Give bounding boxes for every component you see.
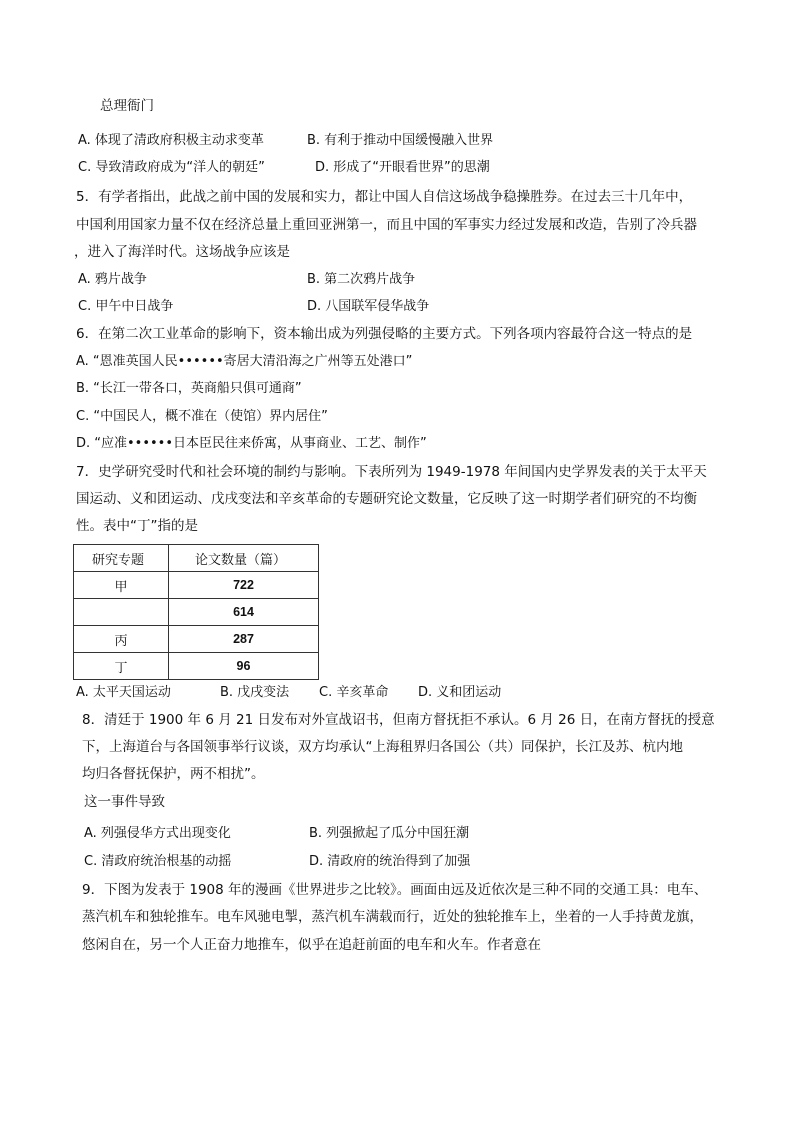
q8-option-b: B. 列强掀起了瓜分中国狂潮 xyxy=(309,826,470,841)
table-row xyxy=(74,572,319,599)
table-cell-topic: 甲 xyxy=(74,572,169,599)
table-cell-topic xyxy=(74,599,169,626)
q8-stem-line-1: 8．清廷于 1900 年 6 月 21 日发布对外宣战诏书，但南方督抚拒不承认。6 月 26 日，在南方督抚的授意 xyxy=(82,712,715,728)
q7-stem-line-3: 性。表中“丁”指的是 xyxy=(76,518,198,534)
q7-option-a: A. 太平天国运动 xyxy=(76,685,171,700)
q7-option-c: C. 辛亥革命 xyxy=(319,685,389,700)
q8-stem-line-4: 这一事件导致 xyxy=(84,794,165,810)
q5-stem-line-2: 中国利用国家力量不仅在经济总量上重回亚洲第一，而且中国的军事实力经过发展和改造，告别了冷兵器 xyxy=(76,217,697,233)
q8-option-a: A. 列强侵华方式出现变化 xyxy=(84,826,231,841)
table-cell-count: 287 xyxy=(169,626,319,653)
table-header-row xyxy=(74,545,319,572)
q6-option-a: A. “恩准英国人民••••••寄居大清沿海之广州等五处港口” xyxy=(76,354,413,369)
q6-option-c: C. “中国民人，概不准在（使馆）界内居住” xyxy=(76,409,328,424)
q8-stem-line-3: 均归各督抚保护，两不相扰”。 xyxy=(82,766,265,782)
table-cell-count: 722 xyxy=(169,572,319,599)
q7-stem-line-1: 7．史学研究受时代和社会环境的制约与影响。下表所列为 1949-1978 年间国内史学界发表的关于太平天 xyxy=(76,464,707,480)
q8-option-d: D. 清政府的统治得到了加强 xyxy=(309,854,471,869)
table-row xyxy=(74,626,319,653)
q8-stem-line-2: 下，上海道台与各国领事举行议谈，双方均承认“上海租界归各国公（共）同保护，长江及苏、杭内地 xyxy=(82,739,683,755)
q6-option-b: B. “长江一带各口，英商船只俱可通商” xyxy=(76,381,302,396)
q5-stem-line-1: 5．有学者指出，此战之前中国的发展和实力，都让中国人自信这场战争稳操胜券。在过去三十几年中， xyxy=(76,189,693,205)
q7-option-d: D. 义和团运动 xyxy=(418,685,502,700)
q5-option-b: B. 第二次鸦片战争 xyxy=(307,272,416,287)
q7-option-b: B. 戊戌变法 xyxy=(220,685,290,700)
table-header-count: 论文数量（篇） xyxy=(169,545,319,572)
q4-option-d: D. 形成了“开眼看世界”的思潮 xyxy=(315,160,490,175)
q8-option-c: C. 清政府统治根基的动摇 xyxy=(84,854,232,869)
table-row xyxy=(74,653,319,680)
q4-option-c: C. 导致清政府成为“洋人的朝廷” xyxy=(78,160,265,175)
table-cell-count: 614 xyxy=(169,599,319,626)
table-header-topic: 研究专题 xyxy=(74,545,169,572)
table-cell-count: 96 xyxy=(169,653,319,680)
table-row xyxy=(74,599,319,626)
q4-stem-tail: 总理衙门 xyxy=(100,98,154,114)
q5-option-d: D. 八国联军侵华战争 xyxy=(307,299,430,314)
q4-option-a: A. 体现了清政府积极主动求变革 xyxy=(78,133,264,148)
q5-option-a: A. 鸦片战争 xyxy=(78,272,147,287)
table-cell-topic: 丙 xyxy=(74,626,169,653)
q6-stem: 6．在第二次工业革命的影响下，资本输出成为列强侵略的主要方式。下列各项内容最符合这一特点的是 xyxy=(76,326,693,342)
table-cell-topic: 丁 xyxy=(74,653,169,680)
q4-option-b: B. 有利于推动中国缓慢融入世界 xyxy=(307,133,494,148)
q5-stem-line-3: ，进入了海洋时代。这场战争应该是 xyxy=(74,244,290,260)
q7-paper-count-table xyxy=(73,544,319,680)
q5-option-c: C. 甲午中日战争 xyxy=(78,299,174,314)
q9-stem-line-3: 悠闲自在，另一个人正奋力地推车，似乎在追赶前面的电车和火车。作者意在 xyxy=(82,937,541,953)
q7-stem-line-2: 国运动、义和团运动、戊戌变法和辛亥革命的专题研究论文数量，它反映了这一时期学者们研究的不均衡 xyxy=(76,491,697,507)
q9-stem-line-1: 9．下图为发表于 1908 年的漫画《世界进步之比较》。画面由远及近依次是三种不同的交通工具：电车、 xyxy=(82,882,708,898)
q9-stem-line-2: 蒸汽机车和独轮推车。电车风驰电掣，蒸汽机车满载而行，近处的独轮推车上，坐着的一人手持黄龙旗， xyxy=(82,909,703,925)
q6-option-d: D. “应准••••••日本臣民往来侨寓，从事商业、工艺、制作” xyxy=(76,436,427,451)
